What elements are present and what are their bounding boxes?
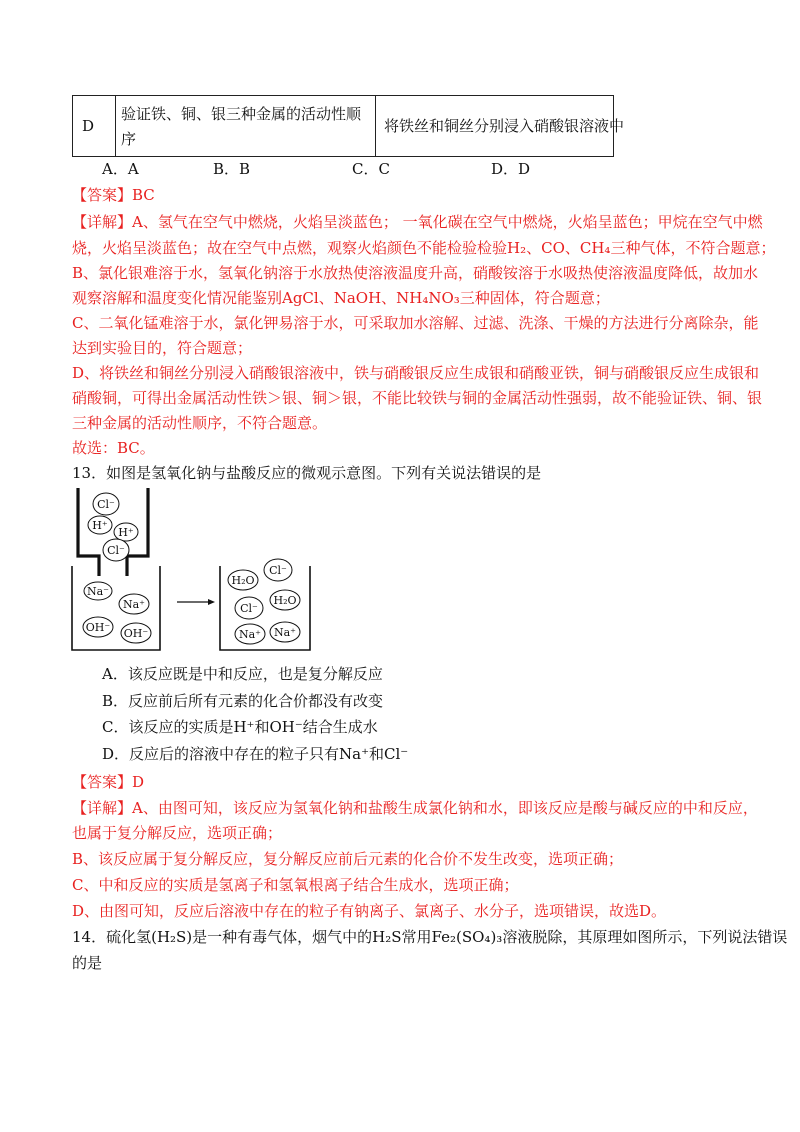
q14-stem-line2: 的是	[72, 954, 103, 972]
row-letter-cell	[73, 96, 116, 156]
ion-label: H⁺	[92, 519, 108, 532]
detail-line: D、将铁丝和铜丝分别浸入硝酸银溶液中，铁与硝酸银反应生成银和硝酸亚铁，铜与硝酸银反应生成银和	[72, 364, 760, 382]
q12-option-a: A．A	[102, 160, 139, 178]
q13-stem: 13．如图是氢氧化钠与盐酸反应的微观示意图。下列有关说法错误的是	[72, 464, 542, 482]
ion-label: Cl⁻	[97, 498, 115, 511]
q13-option-a: A．该反应既是中和反应，也是复分解反应	[102, 665, 383, 683]
ion-label: Cl⁻	[269, 564, 287, 577]
ion-label: Cl⁻	[240, 602, 258, 615]
ion-label: OH⁻	[85, 621, 111, 634]
q12-option-b: B．B	[213, 160, 251, 178]
detail-line: 【详解】A、氢气在空气中燃烧，火焰呈淡蓝色； 一氧化碳在空气中燃烧，火焰呈蓝色；甲烷在空气中燃	[72, 213, 763, 231]
ion-label: Na⁺	[274, 626, 296, 639]
molecule-label: H₂O	[231, 574, 255, 587]
method-text: 将铁丝和铜丝分别浸入硝酸银溶液中	[384, 117, 625, 135]
q12-option-c: C．C	[352, 160, 390, 178]
purpose-cell	[115, 96, 376, 156]
detail-line: 【详解】A、由图可知，该反应为氢氧化钠和盐酸生成氯化钠和水，即该反应是酸与碱反应的中和反应，	[72, 799, 758, 817]
q13-answer: 【答案】D	[72, 773, 145, 791]
method-cell	[376, 96, 625, 156]
purpose-line2: 序	[121, 130, 137, 148]
ion-label: Cl⁻	[107, 544, 125, 557]
ion-label: Na⁺	[239, 628, 261, 641]
detail-line: 也属于复分解反应，选项正确；	[72, 824, 283, 842]
detail-line: 观察溶解和温度变化情况能鉴别AgCl、NaOH、NH₄NO₃三种固体，符合题意；	[72, 289, 610, 307]
detail-line: 烧，火焰呈淡蓝色；故在空气中点燃，观察火焰颜色不能检验检验H₂、CO、CH₄三种气体，不符合题意；	[72, 239, 776, 257]
detail-line: C、中和反应的实质是氢离子和氢氧根离子结合生成水，选项正确；	[72, 876, 519, 894]
experiment-table-row	[72, 95, 625, 157]
q12-option-d: D．D	[491, 160, 531, 178]
q12-answer: 【答案】BC	[72, 186, 155, 204]
q13-option-c: C．该反应的实质是H⁺和OH⁻结合生成水	[102, 718, 378, 736]
detail-line: 硝酸铜，可得出金属活动性铁＞银、铜＞银，不能比较铁与铜的金属活动性强弱，故不能验证铁、铜、银	[72, 389, 763, 407]
q12-conclusion: 故选：BC。	[72, 439, 155, 457]
q13-option-d: D．反应后的溶液中存在的粒子只有Na⁺和Cl⁻	[102, 745, 409, 763]
q14-stem-line1: 14．硫化氢(H₂S)是一种有毒气体，烟气中的H₂S常用Fe₂(SO₄)₃溶液脱除，其原理如图所示，下列说法错误	[72, 928, 788, 946]
detail-line: 三种金属的活动性顺序，不符合题意。	[72, 414, 328, 432]
purpose-line1: 验证铁、铜、银三种金属的活动性顺	[121, 105, 362, 123]
molecule-label: H₂O	[273, 594, 297, 607]
detail-line: C、二氧化锰难溶于水，氯化钾易溶于水，可采取加水溶解、过滤、洗涤、干燥的方法进行分离除杂，能	[72, 314, 759, 332]
row-letter: D	[82, 117, 95, 135]
ion-label: OH⁻	[123, 627, 149, 640]
q13-option-b: B．反应前后所有元素的化合价都没有改变	[102, 692, 384, 710]
detail-line: B、该反应属于复分解反应，复分解反应前后元素的化合价不发生改变，选项正确；	[72, 850, 624, 868]
detail-line: 达到实验目的，符合题意；	[72, 339, 253, 357]
detail-line: D、由图可知，反应后溶液中存在的粒子有钠离子、氯离子、水分子，选项错误，故选D。	[72, 902, 667, 920]
reaction-micro-diagram	[60, 484, 330, 656]
ion-label: Na⁺	[123, 598, 145, 611]
reaction-arrow	[177, 599, 215, 605]
ion-label: H⁺	[118, 526, 134, 539]
detail-line: B、氯化银难溶于水，氢氧化钠溶于水放热使溶液温度升高，硝酸铵溶于水吸热使溶液温度降低，故加水	[72, 264, 759, 282]
ion-label: Na⁻	[87, 585, 109, 598]
